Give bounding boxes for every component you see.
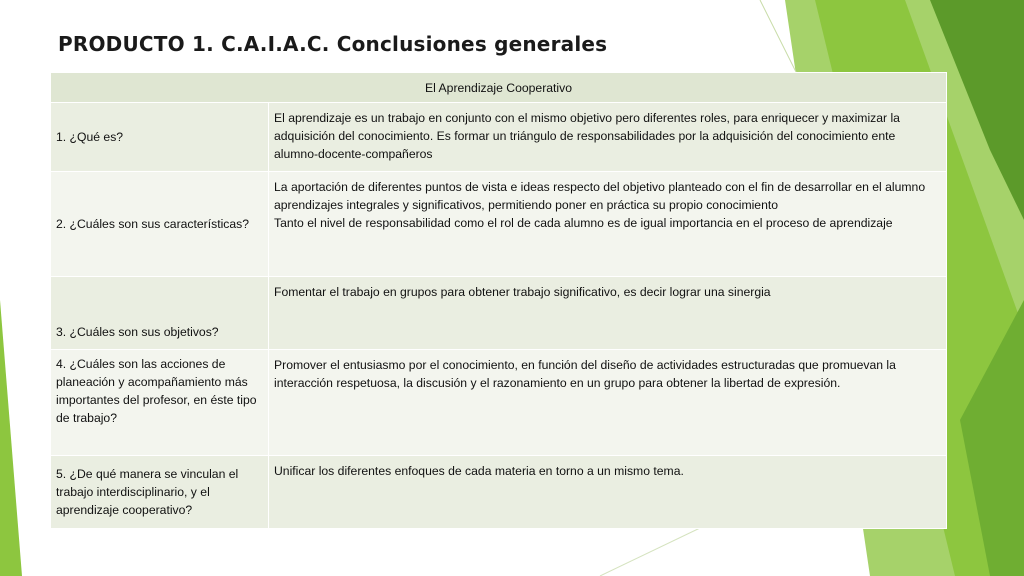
answer-text: Promover el entusiasmo por el conocimiento, en función del diseño de actividades estructuradas que promuevan la interacción respetuosa, la discusión y el razonamiento en un grupo para obtener la libertad de expresión. — [274, 358, 896, 390]
table-header-row — [51, 73, 947, 103]
answer-text: Fomentar el trabajo en grupos para obtener trabajo significativo, es decir lograr una sinergia — [274, 285, 771, 299]
answer-text: Unificar los diferentes enfoques de cada materia en torno a un mismo tema. — [274, 464, 684, 478]
answer-cell — [269, 350, 947, 456]
table-header: El Aprendizaje Cooperativo — [51, 73, 947, 103]
question-cell: 2. ¿Cuáles son sus características? — [51, 172, 269, 277]
question-cell: 5. ¿De qué manera se vinculan el trabajo interdisciplinario, y el aprendizaje cooperativo? — [51, 456, 269, 529]
answer-text: La aportación de diferentes puntos de vista e ideas respecto del objetivo planteado con el fin de desarrollar en el alumno aprendizajes integrales y significativos, permitiendo poner en práctica su propio conocimiento — [274, 180, 926, 212]
answer-cell — [269, 103, 947, 172]
page-title: PRODUCTO 1. C.A.I.A.C. Conclusiones generales — [58, 32, 608, 56]
question-cell: 3. ¿Cuáles son sus objetivos? — [51, 277, 269, 350]
question-cell: 1. ¿Qué es? — [51, 103, 269, 172]
answer-cell — [269, 277, 947, 350]
question-cell: 4. ¿Cuáles son las acciones de planeación y acompañamiento más importantes del profesor, en éste tipo de trabajo? — [51, 350, 269, 456]
decor-line-2 — [600, 528, 700, 576]
answer-text: Tanto el nivel de responsabilidad como el rol de cada alumno es de igual importancia en el proceso de aprendizaje — [274, 216, 893, 230]
table-row — [51, 456, 947, 529]
conclusions-table — [50, 72, 947, 529]
table-row — [51, 103, 947, 172]
table-row — [51, 350, 947, 456]
left-green-sliver — [0, 300, 22, 576]
table-row — [51, 277, 947, 350]
table-row — [51, 172, 947, 277]
answer-cell — [269, 456, 947, 529]
answer-cell — [269, 172, 947, 277]
answer-text: El aprendizaje es un trabajo en conjunto con el mismo objetivo pero diferentes roles, para enriquecer y maximizar la adquisición del conocimiento. Es formar un triángulo de responsabilidades por la adquisición del conocimiento ente alumno-docente-compañeros — [274, 111, 900, 161]
